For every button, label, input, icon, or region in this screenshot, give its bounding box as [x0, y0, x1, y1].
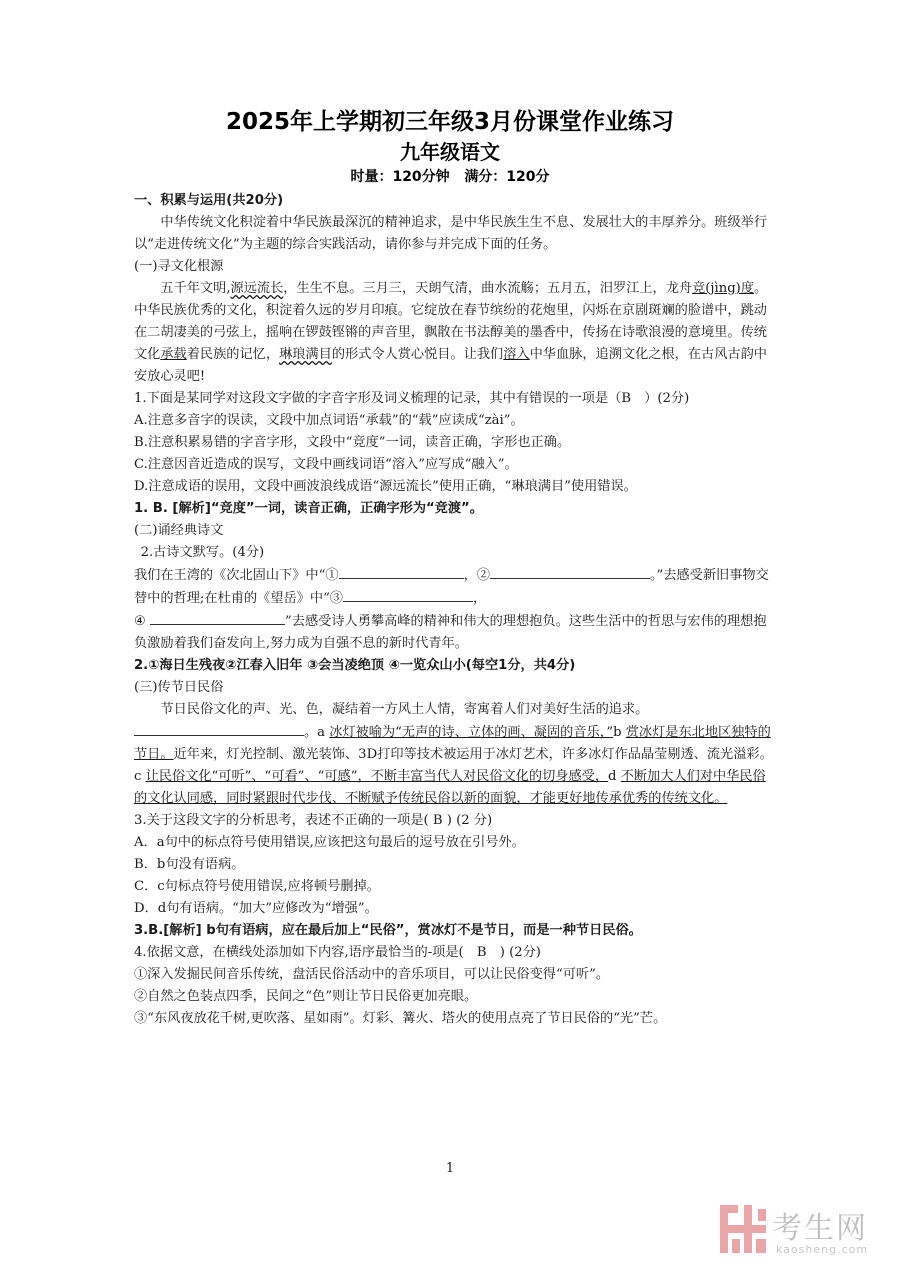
section-heading: 一、积累与运用(共20分)	[134, 193, 284, 208]
passage-text: 。a	[304, 725, 330, 740]
underlined-sentence: 让民俗文化“可听”、“可看”、“可感”，不断丰富当代人对民俗文化的切身感受，	[145, 769, 609, 784]
passage-paragraph	[134, 278, 774, 388]
time-label: 时量：120分钟	[350, 169, 450, 185]
fill-blank[interactable]	[343, 587, 473, 602]
passage-text: ，②	[463, 568, 490, 583]
fill-blank[interactable]	[150, 610, 285, 625]
watermark-name: 考生网	[772, 1211, 868, 1246]
passage-text: 五千年文明,	[160, 281, 231, 296]
answer-2: 2.①海日生残夜②江春入旧年 ③会当凌绝顶 ④一览众山小(每空1分，共4分)	[134, 658, 576, 673]
answer-3: 3.B.[解析] b句有语病，应在最后加上“民俗”，赏冰灯不是节日，而是一种节日民俗。	[134, 923, 642, 938]
question-3-option-c: C．c句标点符号使用错误,应将顿号删掉。	[134, 879, 380, 894]
question-4: 4.依据文意，在横线处添加如下内容,语序最恰当的-项是( B ) (2分)	[134, 945, 541, 960]
question-1-option-d: D.注意成语的误用，文段中画波浪线成语“源远流长”使用正确，“琳琅满目”使用错误。	[134, 479, 637, 494]
question-4-item-3: ③“东风夜放花千树,更吹落、星如雨”。灯彩、篝火、塔火的使用点亮了节日民俗的“光”芒。	[134, 1011, 667, 1026]
question-3-option-b: B．b句没有语病。	[134, 857, 245, 872]
question-3-option-d: D．d句有语病。“加大”应修改为“增强”。	[134, 901, 378, 916]
watermark-logo-icon	[720, 1205, 766, 1253]
passage-text: 。”去感受新旧事物交替中的哲理;在杜甫的《望岳》中“③	[134, 568, 769, 606]
exam-body	[134, 190, 774, 1030]
underlined-sentence: 赏冰灯是东北地区独特的节日。	[134, 725, 771, 762]
fill-blank[interactable]	[339, 564, 464, 579]
passage-text: 着民族的记忆，	[186, 347, 280, 362]
passage-text: 节日民俗文化的声、光、色，凝结着一方风土人情，寄寓着人们对美好生活的追求。	[160, 702, 649, 717]
subject-title: 九年级语文	[400, 140, 500, 164]
fill-blank[interactable]	[134, 721, 304, 736]
underlined-phrase: 承载	[160, 347, 187, 362]
section-intro: 中华传统文化积淀着中华民族最深沉的精神追求，是中华民族生生不息、发展壮大的丰厚养分。班级举行以“走进传统文化”为主题的综合实践活动，请你参与并完成下面的任务。	[134, 215, 768, 252]
watermark-url: kaosheng.com	[776, 1243, 869, 1256]
underlined-sentence: 不断加大人们对中华民俗的文化认同感，同时紧跟时代步伐、不断赋予传统民俗以新的面貌，才能更好地传承优秀的传统文化。	[134, 769, 766, 806]
festival-paragraph	[134, 699, 774, 810]
fill-blank[interactable]	[490, 564, 650, 579]
part-heading: (一)寻文化根源	[134, 259, 224, 274]
wavy-underlined-phrase: 源远流长	[230, 281, 284, 296]
question-4-item-2: ②自然之色装点四季，民间之“色”则让节日民俗更加亮眼。	[134, 989, 478, 1004]
passage-text: 中华血脉，追溯文化之根，在古风古韵中安放心灵吧!	[134, 347, 767, 384]
part-heading: (二)诵经典诗文	[134, 523, 224, 538]
page-number: 1	[445, 1161, 455, 1176]
passage-text: ”去感受诗人勇攀高峰的精神和伟大的理想抱负。这些生活中的哲思与宏伟的理想抱负激励着我们奋发向上,努力成为自强不息的新时代青年。	[134, 614, 767, 651]
passage-text: 近年来，灯光控制、激光装饰、3D打印等技术被运用于冰灯艺术，许多冰灯作品晶莹剔透、流光溢彩。c	[134, 747, 773, 784]
passage-text: 的形式令人赏心悦目。让我们	[331, 347, 504, 362]
question-3-option-a: A．a句中的标点符号使用错误,应该把这句最后的逗号放在引号外。	[134, 835, 525, 850]
question-4-item-1: ①深入发掘民间音乐传统，盘活民俗活动中的音乐项目，可以让民俗变得“可听”。	[134, 967, 610, 982]
question-1-option-b: B.注意积累易错的字音字形，文段中“竞度”一词，读音正确，字形也正确。	[134, 435, 571, 450]
watermark	[720, 1203, 890, 1261]
passage-text: ，	[473, 591, 487, 606]
question-3: 3.关于这段文字的分析思考，表述不正确的一项是( B ) (2 分)	[134, 813, 493, 828]
exam-info	[0, 166, 900, 186]
passage-text: ，生生不息。三月三，天朗气清，曲水流觞；五月五，汨罗江上，龙舟	[283, 281, 693, 296]
passage-text: ④	[134, 614, 146, 629]
answer-1: 1. B. [解析]“竞度”一词，读音正确，正确字形为“竞渡”。	[134, 501, 483, 516]
passage-text: d	[608, 769, 621, 784]
underlined-sentence: 冰灯被喻为“无声的诗、立体的画、凝固的音乐，”	[329, 725, 614, 740]
underlined-phrase: 溶入	[503, 347, 530, 362]
score-label: 满分：120分	[464, 169, 550, 185]
question-1: 1.下面是某同学对这段文字做的字音字形及词义梳理的记录，其中有错误的一项是（B ）(2分)	[134, 391, 690, 406]
passage-text: b	[613, 725, 626, 740]
page-title: 2025年上学期初三年级3月份课堂作业练习	[225, 109, 675, 135]
question-1-option-a: A.注意多音字的误读，文段中加点词语“承载”的“载”应读成“zài”。	[134, 413, 524, 428]
passage-text: 。中华民族优秀的文化，积淀着久远的岁月印痕。它绽放在春节缤纷的花炮里，闪烁在京剧斑斓的脸谱中，跳动在二胡凄美的弓弦上，摇响在锣鼓铿锵的声音里，飘散在书法醇美的墨香中，传扬在诗歌浪漫的意境里。传统文化	[134, 281, 768, 362]
passage-text: 我们在王湾的《次北固山下》中“①	[134, 568, 339, 583]
question-1-option-c: C.注意因音近造成的误写，文段中画线词语“溶入”应写成“融入”。	[134, 457, 518, 472]
poem-fill-paragraph	[134, 564, 774, 655]
underlined-phrase: 竞(jìng)度	[692, 281, 755, 296]
question-2: 2.古诗文默写。(4分)	[140, 545, 265, 560]
part-heading: (三)传节日民俗	[134, 680, 224, 695]
wavy-underlined-phrase: 琳琅满目	[279, 347, 332, 362]
